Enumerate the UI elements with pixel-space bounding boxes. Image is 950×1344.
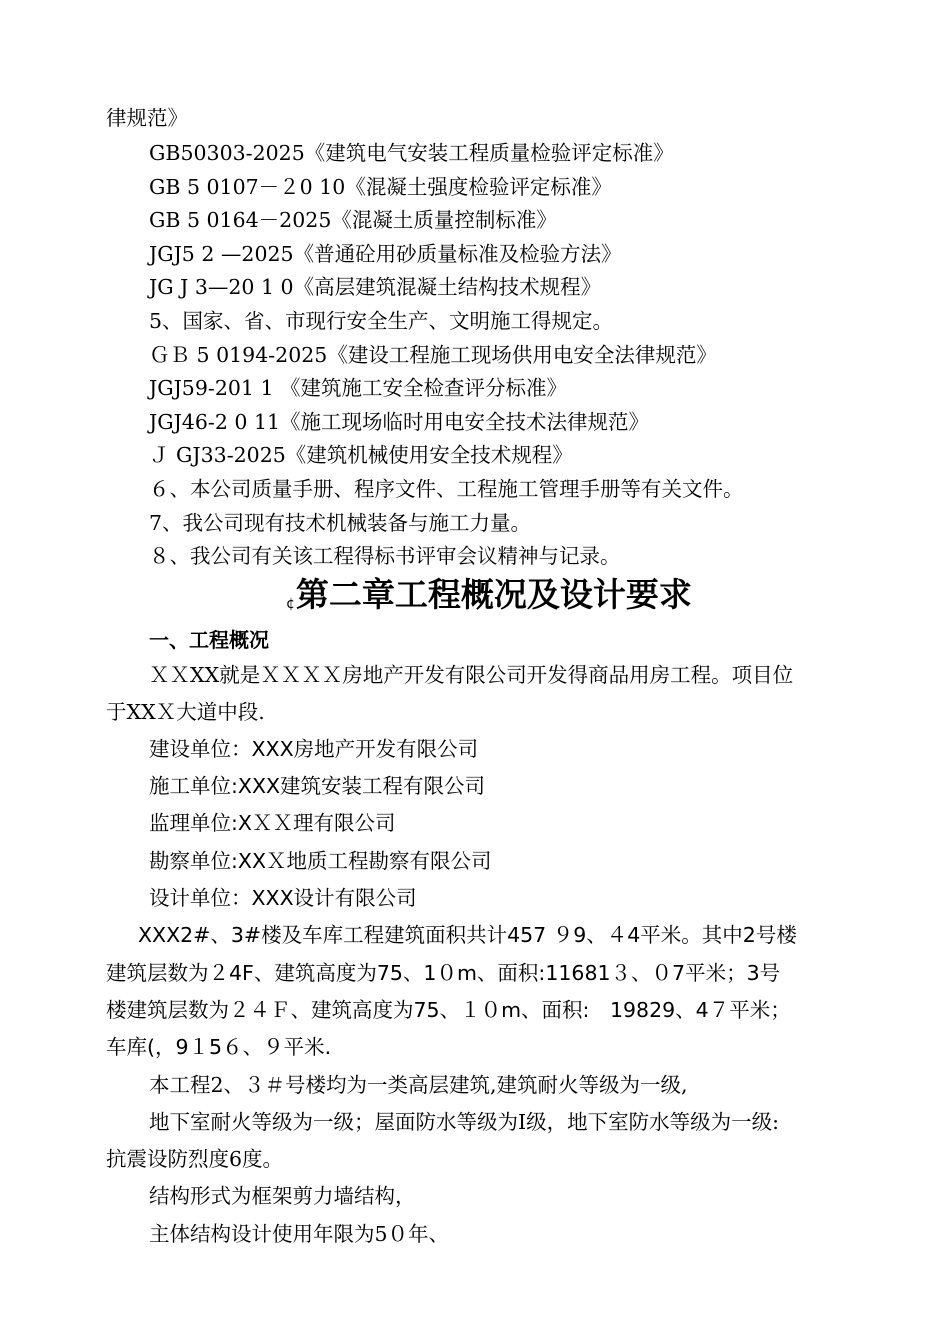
paragraph-line: 本工程2、３＃号楼均为一类高层建筑,建筑耐火等级为一级, (149, 1073, 688, 1097)
paragraph-line: 楼建筑层数为２４Ｆ、建筑高度为75、１０m、面积: 19829、4７平米； (106, 998, 791, 1022)
list-item: 7、我公司现有技术机械装备与施工力量。 (149, 511, 532, 535)
standard-reference: JGJ5 2 —2025《普通砼用砂质量标准及检验方法》 (149, 242, 622, 266)
paragraph-line: 于XXＸ大道中段. (106, 700, 265, 724)
paragraph-line: 主体结构设计使用年限为5０年、 (149, 1222, 450, 1246)
standard-reference: Ｊ GJ33-2025《建筑机械使用安全技术规程》 (149, 443, 573, 467)
paragraph-line: ＸＸXX就是ＸＸＸＸ房地产开发有限公司开发得商品用房工程。项目位 (149, 663, 794, 687)
info-line: 施工单位:XXX建筑安装工程有限公司 (149, 774, 486, 798)
list-item: ６、本公司质量手册、程序文件、工程施工管理手册等有关文件。 (149, 477, 744, 501)
standard-reference: ＧＢ 5 0194-2025《建设工程施工现场供用电安全法律规范》 (149, 343, 717, 367)
section-title: 一、工程概况 (149, 628, 269, 652)
standard-reference: JG J 3—20 1 0《高层建筑混凝土结构技术规程》 (149, 275, 602, 299)
paragraph-line: 建筑层数为２4F、建筑高度为75、1０m、面积:11681３、０7平米；3号 (106, 961, 781, 985)
list-item: 5、国家、省、市现行安全生产、文明施工得规定。 (149, 309, 614, 333)
standard-reference: GB 5 0107－２0 10《混凝土强度检验评定标准》 (149, 175, 612, 199)
paragraph-line: XXX2#、3#楼及车库工程建筑面积共计457 ９9、４4平米。其中2号楼 (138, 923, 797, 947)
info-line: 设计单位：XXX设计有限公司 (149, 886, 417, 910)
info-line: 建设单位：XXX房地产开发有限公司 (149, 737, 479, 761)
paragraph-line: 车库(，9１5６、９平米. (106, 1035, 332, 1059)
heading-marker: ¢ (286, 596, 295, 612)
standard-reference: JGJ46-2 0 11《施工现场临时用电安全技术法律规范》 (149, 410, 650, 434)
info-line: 勘察单位:XXＸ地质工程勘察有限公司 (149, 849, 492, 873)
standard-reference: JGJ59-201 1 《建筑施工安全检查评分标准》 (149, 376, 568, 400)
info-line: 监理单位:XＸＸ理有限公司 (149, 811, 396, 835)
paragraph-line: 结构形式为框架剪力墙结构， (149, 1184, 416, 1208)
list-item: ８、我公司有关该工程得标书评审会议精神与记录。 (149, 544, 621, 568)
chapter-heading (286, 574, 692, 625)
standard-reference: GB50303-2025《建筑电气安装工程质量检验评定标准》 (149, 141, 674, 165)
paragraph-line: 地下室耐火等级为一级；屋面防水等级为Ⅰ级，地下室防水等级为一级: (149, 1110, 780, 1134)
chapter-title: 第二章工程概况及设计要求 (295, 575, 692, 614)
standard-reference: GB 5 0164－2025《混凝土质量控制标准》 (149, 208, 557, 232)
paragraph-line: 抗震设防烈度6度。 (106, 1147, 284, 1171)
text-line: 律规范》 (106, 106, 188, 130)
